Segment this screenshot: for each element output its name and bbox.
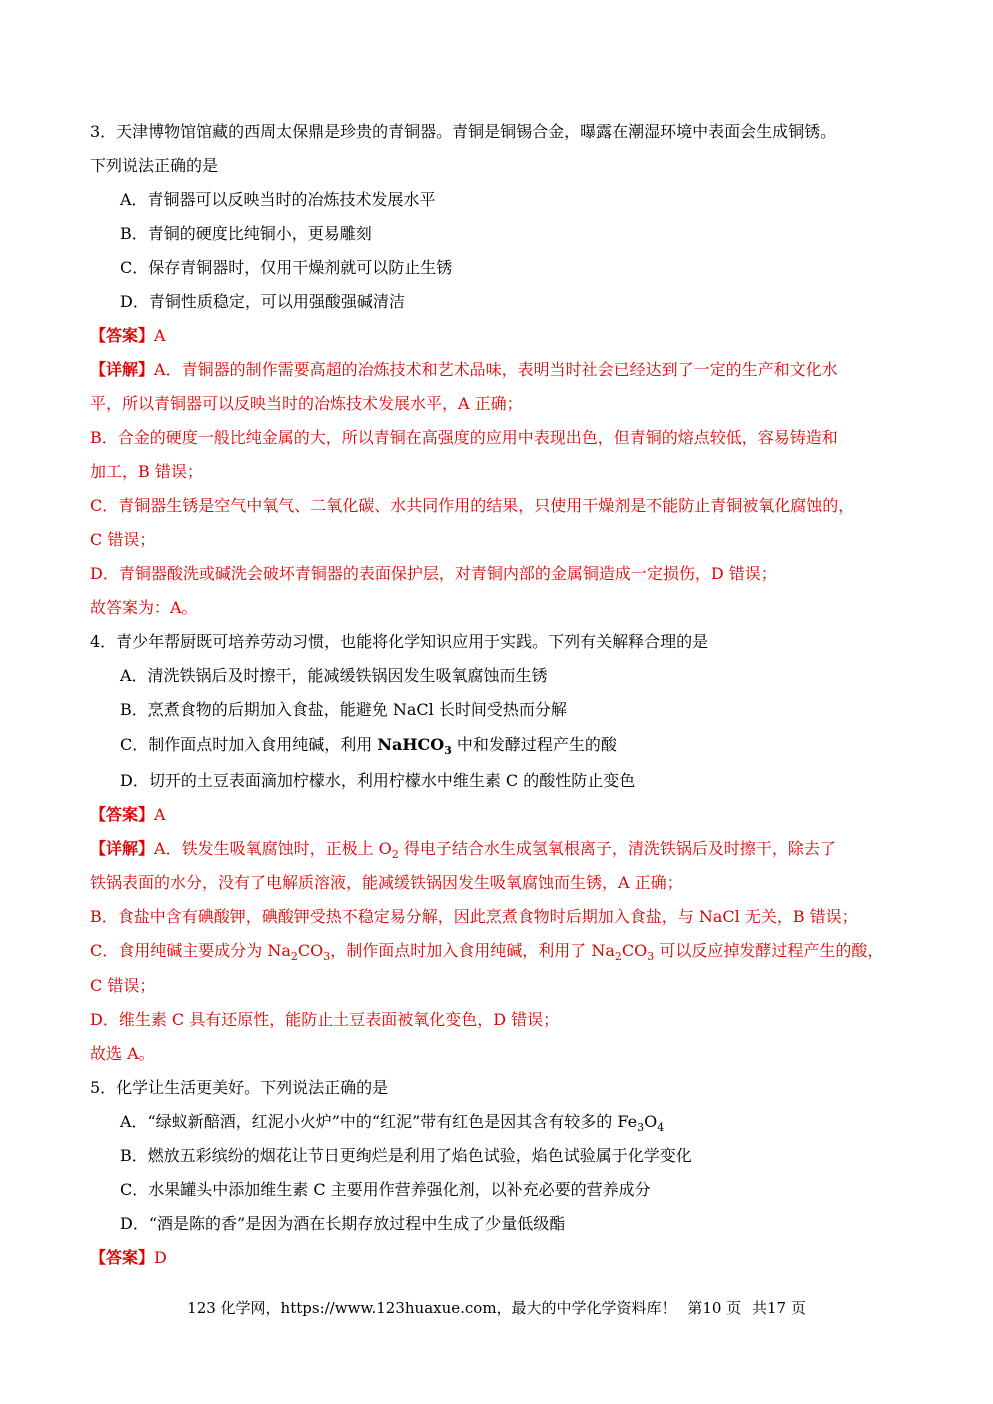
text: A．铁发生吸氧腐蚀时，正极上 O	[154, 839, 392, 858]
q4-option-a: A．清洗铁锅后及时擦干，能减缓铁锅因发生吸氧腐蚀而生锈	[120, 666, 548, 685]
text: 中和发酵过程产生的酸	[451, 735, 617, 754]
q3-detail-line8: 故答案为：A。	[90, 598, 198, 617]
q5-option-d: D．“酒是陈的香”是因为酒在长期存放过程中生成了少量低级酯	[120, 1214, 566, 1233]
q4-detail-line3: B．食盐中含有碘酸钾，碘酸钾受热不稳定易分解，因此烹煮食物时后期加入食盐，与 NaCl 无关，B 错误；	[90, 907, 858, 926]
q3-option-d: D．青铜性质稳定，可以用强酸强碱清洁	[120, 292, 405, 311]
text: CO	[621, 941, 648, 960]
q4-detail-line5: C 错误；	[90, 976, 156, 995]
q4-detail-line1	[90, 838, 836, 860]
subscript: 2	[391, 848, 399, 862]
q5-option-c: C．水果罐头中添加维生素 C 主要用作营养强化剂，以补充必要的营养成分	[120, 1180, 651, 1199]
text: O	[644, 1112, 658, 1131]
subscript: 3	[444, 744, 452, 758]
answer-tag: 【答案】	[90, 326, 155, 345]
q4-answer	[90, 804, 166, 826]
q4-detail-line4	[90, 940, 883, 962]
text: C．制作面点时加入食用纯碱，利用	[120, 735, 378, 754]
q3-detail-line6: C 错误；	[90, 530, 156, 549]
q4-stem: 4．青少年帮厨既可培养劳动习惯，也能将化学知识应用于实践。下列有关解释合理的是	[90, 632, 709, 651]
text: CO	[297, 941, 324, 960]
q3-option-a: A．青铜器可以反映当时的冶炼技术发展水平	[120, 190, 436, 209]
answer-value: A	[154, 805, 166, 824]
q3-answer	[90, 325, 166, 347]
text: ，制作面点时加入食用纯碱，利用了 Na	[330, 941, 615, 960]
q5-option-a	[120, 1111, 664, 1133]
q5-option-b: B．燃放五彩缤纷的烟花让节日更绚烂是利用了焰色试验，焰色试验属于化学变化	[120, 1146, 692, 1165]
q3-detail-line2: 平，所以青铜器可以反映当时的冶炼技术发展水平，A 正确；	[90, 394, 523, 413]
footer-page-number: 第10 页	[687, 1299, 742, 1317]
text: A．“绿蚁新醅酒，红泥小火炉”中的“红泥”带有红色是因其含有较多的 Fe	[120, 1112, 638, 1131]
formula-nahco3	[377, 735, 452, 758]
footer-total-pages: 共17 页	[751, 1299, 806, 1317]
detail-tag: 【详解】	[90, 360, 155, 379]
page-footer	[0, 1297, 993, 1319]
q4-option-c	[120, 734, 617, 756]
q3-option-c: C．保存青铜器时，仅用干燥剂就可以防止生锈	[120, 258, 453, 277]
q4-detail-line7: 故选 A。	[90, 1044, 155, 1063]
subscript: 2	[290, 950, 298, 964]
q5-stem: 5．化学让生活更美好。下列说法正确的是	[90, 1078, 389, 1097]
q4-detail-line2: 铁锅表面的水分，没有了电解质溶液，能减缓铁锅因发生吸氧腐蚀而生锈，A 正确；	[90, 873, 683, 892]
subscript: 2	[614, 950, 622, 964]
text: 得电子结合水生成氢氧根离子，清洗铁锅后及时擦干，除去了	[398, 839, 836, 858]
subscript: 3	[323, 950, 331, 964]
q4-option-d: D．切开的土豆表面滴加柠檬水，利用柠檬水中维生素 C 的酸性防止变色	[120, 771, 636, 790]
q3-detail-line7: D．青铜器酸洗或碱洗会破坏青铜器的表面保护层，对青铜内部的金属铜造成一定损伤，D 错误；	[90, 564, 777, 583]
q3-detail-line1	[90, 359, 838, 381]
footer-site: 123 化学网，https://www.123huaxue.com，最大的中学化学资料库！	[187, 1299, 677, 1317]
detail-text: A．青铜器的制作需要高超的冶炼技术和艺术品味，表明当时社会已经达到了一定的生产和文化水	[154, 360, 838, 379]
answer-value: D	[154, 1248, 167, 1267]
q3-detail-line3: B．合金的硬度一般比纯金属的大，所以青铜在高强度的应用中表现出色，但青铜的熔点较低，容易铸造和	[90, 428, 838, 447]
q3-option-b: B．青铜的硬度比纯铜小，更易雕刻	[120, 224, 372, 243]
subscript: 3	[647, 950, 655, 964]
text: NaHCO	[377, 735, 445, 754]
q3-detail-line5: C．青铜器生锈是空气中氧气、二氧化碳、水共同作用的结果，只使用干燥剂是不能防止青铜被氧化腐蚀的，	[90, 496, 855, 515]
detail-tag: 【详解】	[90, 839, 155, 858]
q3-stem-line2: 下列说法正确的是	[90, 156, 219, 175]
answer-value: A	[154, 326, 166, 345]
q4-option-b: B．烹煮食物的后期加入食盐，能避免 NaCl 长时间受热而分解	[120, 700, 567, 719]
q3-detail-line4: 加工，B 错误；	[90, 462, 203, 481]
subscript: 3	[637, 1121, 645, 1135]
q4-detail-line6: D．维生素 C 具有还原性，能防止土豆表面被氧化变色，D 错误；	[90, 1010, 560, 1029]
subscript: 4	[657, 1121, 665, 1135]
text: C．食用纯碱主要成分为 Na	[90, 941, 291, 960]
q3-stem-line1: 3．天津博物馆馆藏的西周太保鼎是珍贵的青铜器。青铜是铜锡合金，曝露在潮湿环境中表面会生成铜锈。	[90, 122, 837, 141]
text: 可以反应掉发酵过程产生的酸，	[654, 941, 884, 960]
answer-tag: 【答案】	[90, 1248, 155, 1267]
q5-answer	[90, 1247, 167, 1269]
answer-tag: 【答案】	[90, 805, 155, 824]
